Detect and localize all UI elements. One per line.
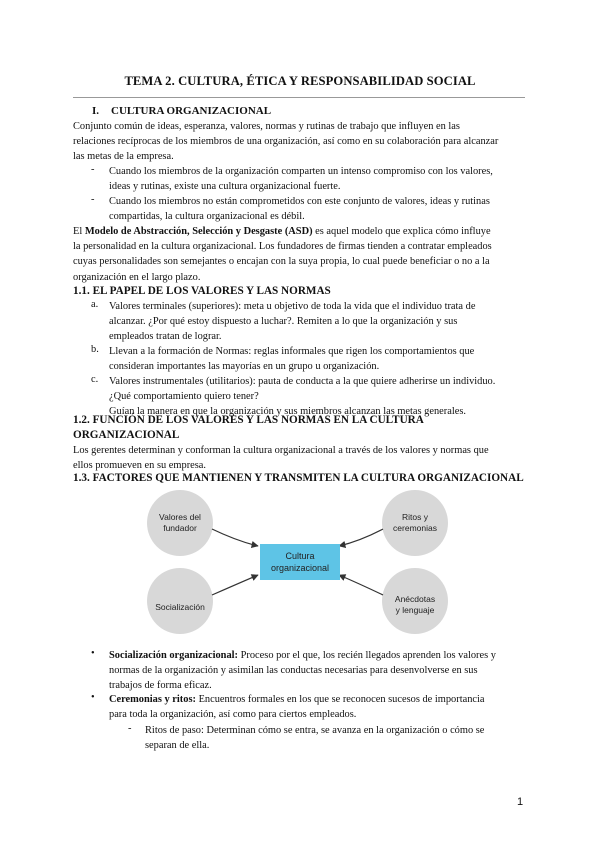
rites-label-line1: Ritos y	[402, 512, 428, 522]
text-line: Conjunto común de ideas, esperanza, valores, normas y rutinas de trabajo que influyen en las	[73, 121, 460, 132]
text-line: la personalidad en la cultura organizacional. Los fundadores de firmas tienden a contratar empleados	[73, 241, 492, 253]
text-line	[109, 648, 534, 663]
arrow-socialization-to-culture	[212, 575, 258, 595]
arrow-anecdotes-to-culture	[339, 575, 383, 595]
text-line: Valores terminales (superiores): meta u objetivo de toda la vida que el individuo trata de	[109, 301, 476, 312]
rites-label-line2: ceremonias	[393, 523, 437, 533]
text-line: Ritos de paso: Determinan cómo se entra, se avanza en la organización o cómo se	[145, 725, 485, 736]
text-line: Los gerentes determinan y conforman la cultura organizacional a través de los valores y normas que	[73, 445, 489, 456]
text-line: ideas y rutinas, existe una cultura organizacional fuerte.	[109, 181, 341, 193]
text-line: empleados tratan de lograr.	[109, 331, 222, 343]
bullet-item-ceremonies	[109, 692, 534, 722]
text-line	[73, 224, 523, 239]
text-run: El	[73, 226, 85, 237]
founder-label-line2: fundador	[163, 523, 197, 533]
list-marker: a.	[91, 299, 99, 310]
dash-marker: -	[91, 194, 95, 205]
text-line: Valores instrumentales (utilitarios): pauta de conducta a la que quiere adherirse un individuo.	[109, 376, 496, 387]
asd-model-term: Modelo de Abstracción, Selección y Desgaste (ASD)	[84, 226, 313, 237]
text-line: organización en el largo plazo.	[73, 271, 201, 283]
subsection-heading-1-3: 1.3. FACTORES QUE MANTIENEN Y TRANSMITEN LA CULTURA ORGANIZACIONAL	[73, 472, 524, 484]
text-run: Encuentros formales en los que se reconocen sucesos de importancia	[195, 694, 485, 705]
text-line: Llevan a la formación de Normas: reglas informales que rigen los comportamientos que	[109, 346, 475, 357]
text-run: Proceso por el que, los recién llegados aprenden los valores y	[238, 650, 496, 661]
text-line: trabajos de forma eficaz.	[109, 680, 212, 692]
text-line: ¿Qué comportamiento quiero tener?	[109, 391, 259, 403]
dash-marker: -	[91, 164, 95, 175]
list-item	[109, 299, 529, 345]
subsection-heading-1-2	[73, 413, 424, 443]
subsection-heading-1-1: 1.1. EL PAPEL DE LOS VALORES Y LAS NORMAS	[73, 285, 331, 297]
text-line: separan de ella.	[145, 740, 210, 752]
text-line: 1.2. FUNCIÓN DE LOS VALORES Y LAS NORMAS EN LA CULTURA	[73, 414, 424, 426]
culture-factors-diagram	[142, 489, 458, 635]
section-heading: CULTURA ORGANIZACIONAL	[111, 105, 272, 117]
list-item	[109, 164, 529, 194]
intro-paragraph	[73, 119, 523, 165]
center-box	[260, 544, 340, 580]
socialization-label: Socialización	[155, 602, 205, 612]
list-item	[109, 194, 529, 224]
s12-paragraph	[73, 443, 523, 473]
text-line: relaciones recíprocas de los miembros de una organización, así como en su colaboración para alcanzar	[73, 136, 499, 148]
bullet-item-socialization	[109, 648, 534, 694]
text-line: ORGANIZACIONAL	[73, 429, 180, 441]
founder-label-line1: Valores del	[159, 512, 201, 522]
center-label-line1: Cultura	[285, 551, 315, 561]
text-run: es aquel modelo que explica cómo influye	[312, 226, 491, 237]
bullet-marker: •	[91, 648, 95, 659]
bullet-marker: •	[91, 692, 95, 703]
text-line: ellos promueven en su empresa.	[73, 460, 207, 472]
list-marker: c.	[91, 374, 99, 385]
anecdotes-label-line2: y lenguaje	[395, 605, 435, 615]
text-line: Cuando los miembros de la organización comparten un intenso compromiso con los valores,	[109, 166, 493, 177]
list-marker: b.	[91, 344, 99, 355]
asd-paragraph	[73, 224, 523, 285]
arrow-rites-to-culture	[339, 529, 383, 546]
text-line: cuyas personalidades son semejantes o encajan con la suya propia, lo cual puede beneficiar o no a la	[73, 256, 490, 268]
text-line: Guían la manera en que la organización y sus miembros alcanzan las metas generales.	[109, 406, 466, 418]
circle-socialization	[147, 568, 213, 634]
sub-list-item	[145, 723, 535, 753]
document-title: TEMA 2. CULTURA, ÉTICA Y RESPONSABILIDAD SOCIAL	[124, 74, 476, 88]
text-line: normas de la organización y asimilan las conductas necesarias para desenvolverse en sus	[109, 665, 478, 677]
text-line: alcanzar. ¿Por qué estoy dispuesto a luchar?. Remiten a lo que la organización y sus	[109, 316, 458, 328]
text-line: las metas de la empresa.	[73, 151, 174, 163]
text-line: compartidas, la cultura organizacional es débil.	[109, 211, 305, 223]
arrow-founder-to-culture	[212, 529, 258, 546]
text-line	[109, 692, 534, 707]
center-label-line2: organizacional	[270, 563, 330, 573]
term-bold: Ceremonias y ritos:	[109, 694, 196, 705]
text-line: Cuando los miembros no están comprometidos con este conjunto de valores, ideas y rutinas	[109, 196, 490, 207]
text-line: para toda la organización, así como para ciertos empleados.	[109, 709, 357, 721]
section-number: I.	[92, 105, 100, 117]
anecdotes-label-line1: Anécdotas	[394, 594, 436, 604]
dash-marker: -	[128, 723, 132, 734]
term-bold: Socialización organizacional:	[109, 650, 239, 661]
text-line: consideran importantes las mayorías en un grupo u organización.	[109, 361, 380, 373]
page-number: 1	[517, 796, 524, 808]
title-divider	[73, 97, 525, 98]
list-item	[109, 344, 529, 374]
